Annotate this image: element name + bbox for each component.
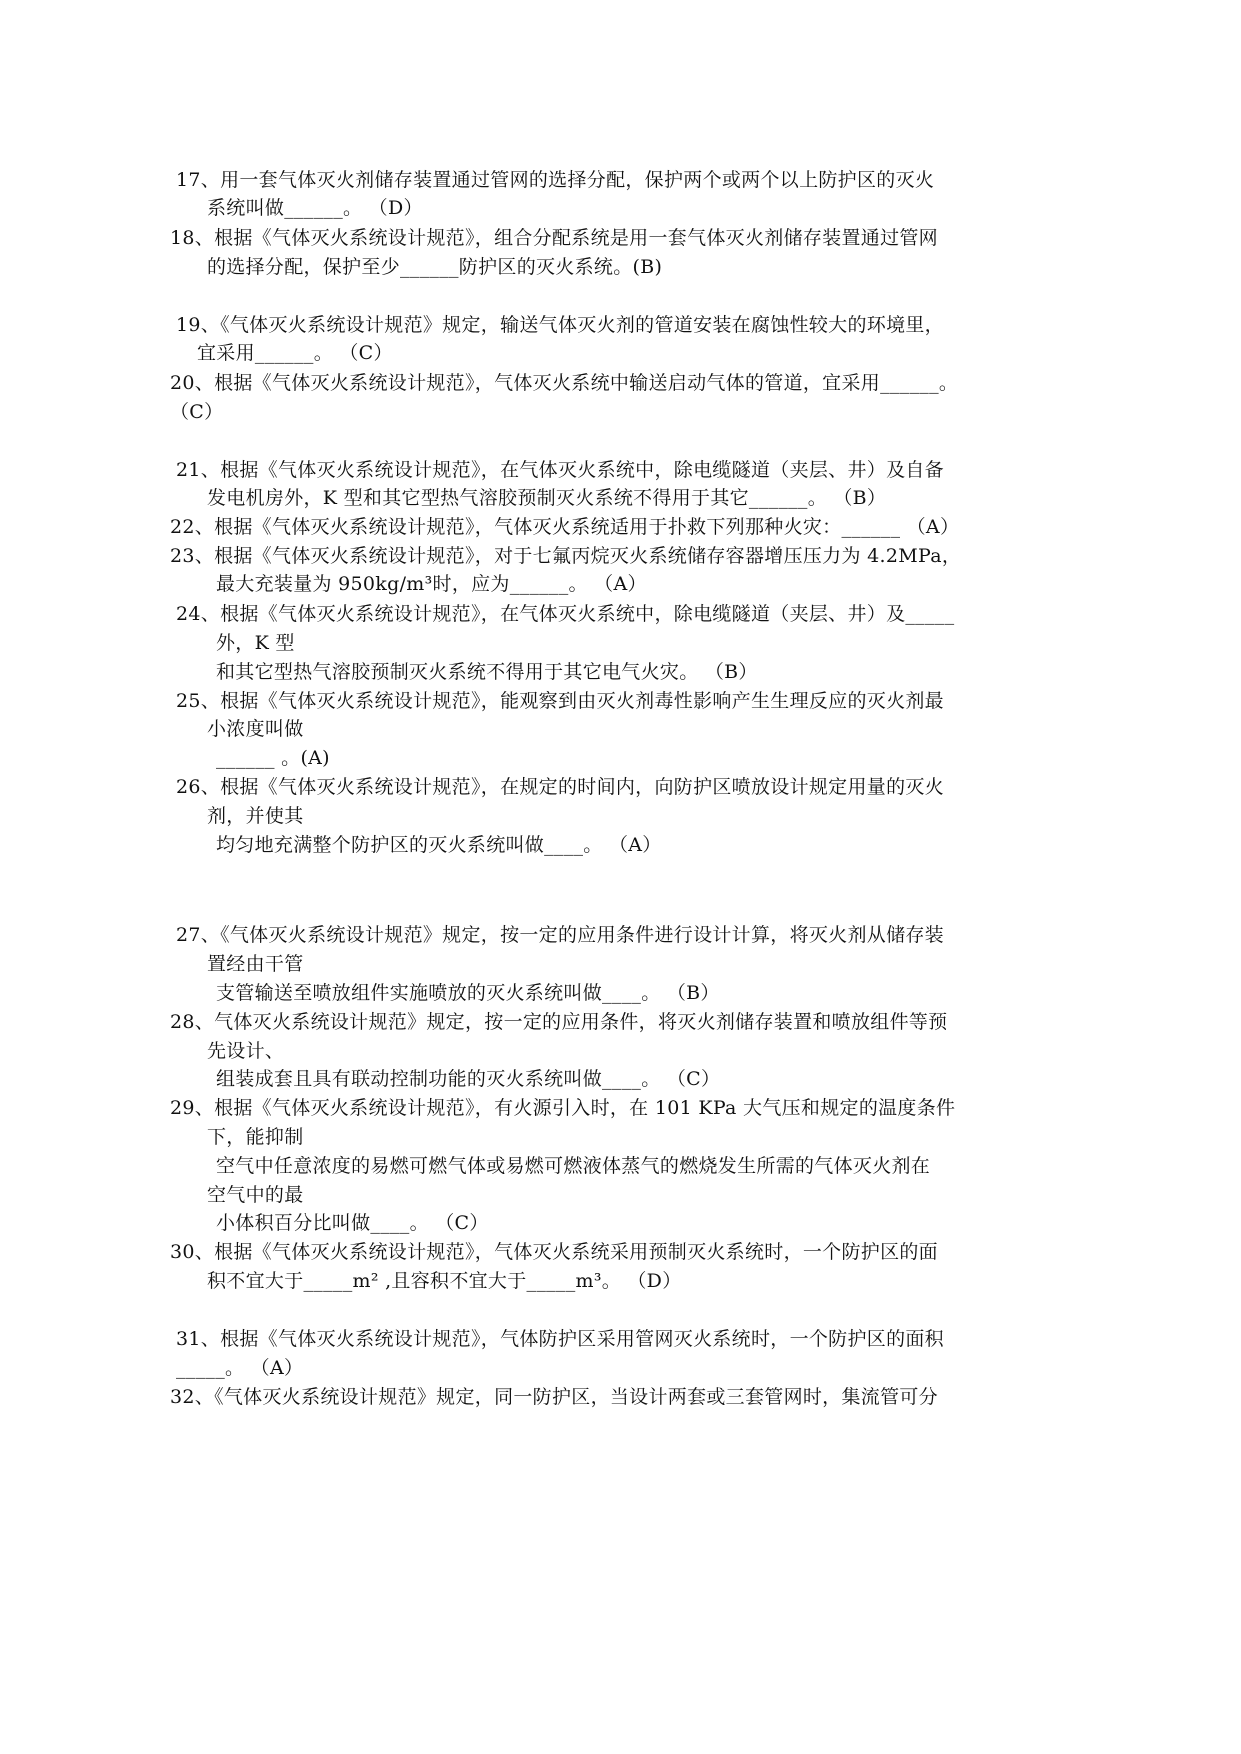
question-29-line-3: 空气中任意浓度的易燃可燃气体或易燃可燃液体蒸气的燃烧发生所需的气体灭火剂在 <box>216 1155 931 1177</box>
question-28-line-3: 组装成套且具有联动控制功能的灭火系统叫做____。 （C） <box>216 1068 721 1090</box>
question-20-line-2: （C） <box>170 401 224 423</box>
question-19-line-1: 19、《气体灭火系统设计规范》规定，输送气体灭火剂的管道安装在腐蚀性较大的环境里， <box>176 314 944 336</box>
question-29-line-4: 空气中的最 <box>207 1184 304 1206</box>
question-28-line-1: 28、气体灭火系统设计规范》规定，按一定的应用条件，将灭火剂储存装置和喷放组件等预 <box>170 1011 948 1033</box>
question-20-line-1: 20、根据《气体灭火系统设计规范》，气体灭火系统中输送启动气体的管道，宜采用______。 <box>170 372 959 394</box>
question-27-line-1: 27、《气体灭火系统设计规范》规定，按一定的应用条件进行设计计算，将灭火剂从储存装 <box>176 924 944 946</box>
question-25-line-3: ______ 。(A) <box>216 747 330 769</box>
question-24-line-1: 24、根据《气体灭火系统设计规范》，在气体灭火系统中，除电缆隧道（夹层、井）及_____ <box>176 603 955 625</box>
question-26-line-3: 均匀地充满整个防护区的灭火系统叫做____。 （A） <box>216 834 662 856</box>
question-25-line-1: 25、根据《气体灭火系统设计规范》，能观察到由灭火剂毒性影响产生生理反应的灭火剂最 <box>176 690 944 712</box>
question-22-line-1: 22、根据《气体灭火系统设计规范》，气体灭火系统适用于扑救下列那种火灾：______ （A） <box>170 516 960 538</box>
question-23-line-1: 23、根据《气体灭火系统设计规范》，对于七氟丙烷灭火系统储存容器增压压力为 4.2MPa， <box>170 545 962 567</box>
question-18-line-2: 的选择分配，保护至少______防护区的灭火系统。(B) <box>207 256 663 278</box>
question-29-line-1: 29、根据《气体灭火系统设计规范》，有火源引入时，在 101 KPa 大气压和规定的温度条件 <box>170 1097 956 1119</box>
question-28-line-2: 先设计、 <box>207 1040 285 1062</box>
question-19-line-2: 宜采用______。 （C） <box>197 342 393 364</box>
question-25-line-2: 小浓度叫做 <box>207 718 304 740</box>
question-21-line-1: 21、根据《气体灭火系统设计规范》，在气体灭火系统中，除电缆隧道（夹层、井）及自备 <box>176 459 944 481</box>
question-29-line-5: 小体积百分比叫做____。 （C） <box>216 1212 489 1234</box>
question-30-line-1: 30、根据《气体灭火系统设计规范》，气体灭火系统采用预制灭火系统时，一个防护区的面 <box>170 1241 938 1263</box>
question-18-line-1: 18、根据《气体灭火系统设计规范》，组合分配系统是用一套气体灭火剂储存装置通过管网 <box>170 227 938 249</box>
question-32-line-1: 32、《气体灭火系统设计规范》规定，同一防护区，当设计两套或三套管网时，集流管可分 <box>170 1386 938 1408</box>
question-29-line-2: 下，能抑制 <box>207 1126 304 1148</box>
question-26-line-1: 26、根据《气体灭火系统设计规范》，在规定的时间内，向防护区喷放设计规定用量的灭火 <box>176 776 944 798</box>
question-17-line-2: 系统叫做______。 （D） <box>207 197 423 219</box>
question-17-line-1: 17、用一套气体灭火剂储存装置通过管网的选择分配，保护两个或两个以上防护区的灭火 <box>176 169 935 191</box>
question-31-line-2: _____。 （A） <box>176 1357 304 1379</box>
question-31-line-1: 31、根据《气体灭火系统设计规范》，气体防护区采用管网灭火系统时，一个防护区的面积 <box>176 1328 944 1350</box>
question-27-line-3: 支管输送至喷放组件实施喷放的灭火系统叫做____。 （B） <box>216 982 720 1004</box>
question-30-line-2: 积不宜大于_____m² ,且容积不宜大于_____m³。 （D） <box>207 1270 682 1292</box>
question-27-line-2: 置经由干管 <box>207 953 304 975</box>
question-21-line-2: 发电机房外，K 型和其它型热气溶胶预制灭火系统不得用于其它______。 （B） <box>207 487 887 509</box>
question-23-line-2: 最大充装量为 950kg/m³时，应为______。 （A） <box>216 573 647 595</box>
question-24-line-3: 和其它型热气溶胶预制灭火系统不得用于其它电气火灾。 （B） <box>216 661 758 683</box>
question-26-line-2: 剂，并使其 <box>207 805 304 827</box>
question-24-line-2: 外，K 型 <box>216 632 295 654</box>
